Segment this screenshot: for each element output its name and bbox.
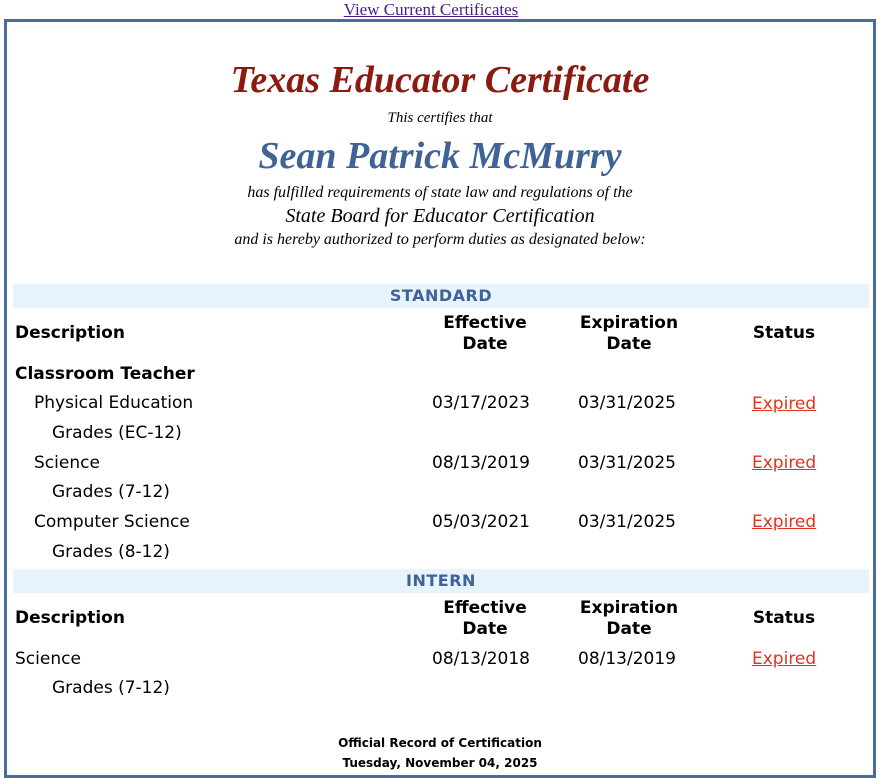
footer-official-record: Official Record of Certification — [338, 736, 542, 750]
row-expiration-date: 03/31/2025 — [578, 453, 676, 473]
status-expired-link[interactable]: Expired — [752, 512, 817, 532]
row-effective-date: 08/13/2018 — [432, 649, 530, 669]
row-expiration-date: 03/31/2025 — [578, 512, 676, 532]
row-subject: Science — [34, 453, 100, 473]
column-header-status: Status — [752, 323, 816, 343]
status-expired-link[interactable]: Expired — [752, 453, 817, 473]
holder-name: Sean Patrick McMurry — [258, 135, 622, 177]
row-effective-date: 05/03/2021 — [432, 512, 530, 532]
certifies-text: This certifies that — [387, 110, 493, 126]
section-standard-header: STANDARD — [13, 284, 869, 308]
status-expired-link[interactable]: Expired — [752, 649, 817, 669]
footer-date: Tuesday, November 04, 2025 — [342, 756, 538, 770]
column-header-expiration: Expiration Date — [579, 313, 679, 354]
row-grades: Grades (8-12) — [52, 542, 170, 562]
fulfilled-text: has fulfilled requirements of state law and regulations of the — [247, 184, 633, 201]
section-intern-header: INTERN — [13, 569, 869, 593]
board-name: State Board for Educator Certification — [285, 205, 595, 227]
row-subject: Science — [15, 649, 81, 669]
row-subject: Computer Science — [34, 512, 190, 532]
column-header-description: Description — [15, 608, 125, 628]
certificate-frame — [4, 19, 876, 778]
group-classroom-teacher: Classroom Teacher — [15, 364, 195, 384]
authorized-text: and is hereby authorized to perform duties as designated below: — [234, 231, 646, 248]
row-expiration-date: 08/13/2019 — [578, 649, 676, 669]
column-header-description: Description — [15, 323, 125, 343]
view-current-certificates-link[interactable]: View Current Certificates — [343, 0, 519, 19]
row-grades: Grades (EC-12) — [52, 423, 182, 443]
column-header-status: Status — [752, 608, 816, 628]
column-header-expiration: Expiration Date — [579, 598, 679, 639]
row-grades: Grades (7-12) — [52, 482, 170, 502]
row-expiration-date: 03/31/2025 — [578, 393, 676, 413]
row-subject: Physical Education — [34, 393, 194, 413]
column-header-effective: Effective Date — [443, 313, 527, 354]
row-effective-date: 08/13/2019 — [432, 453, 530, 473]
certificate-title: Texas Educator Certificate — [230, 59, 650, 101]
status-expired-link[interactable]: Expired — [752, 394, 817, 414]
column-header-effective: Effective Date — [443, 598, 527, 639]
row-grades: Grades (7-12) — [52, 678, 170, 698]
row-effective-date: 03/17/2023 — [432, 393, 530, 413]
